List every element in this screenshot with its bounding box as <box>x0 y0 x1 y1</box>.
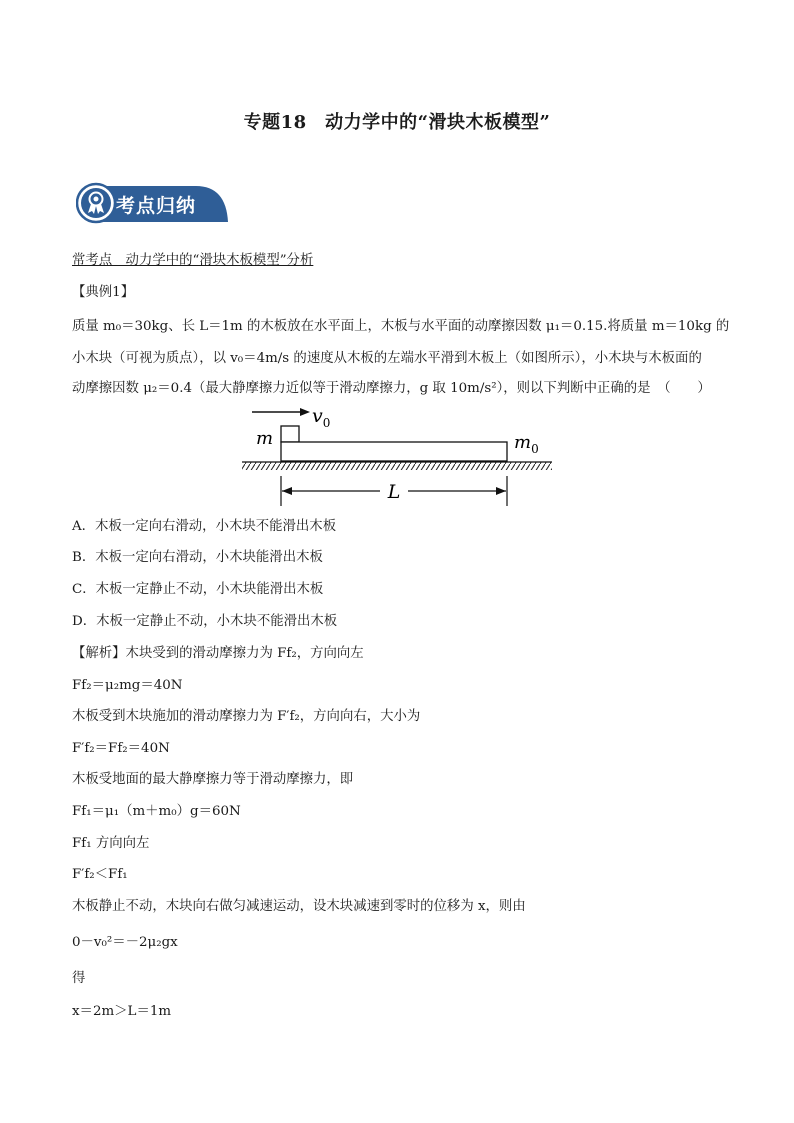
velocity-arrow-icon <box>252 408 310 416</box>
example-label: 【典例1】 <box>72 285 135 300</box>
solution-line-8: F′f₂＜Ff₁ <box>72 867 128 882</box>
ground-hatching <box>242 462 552 470</box>
block-board-diagram <box>240 400 560 508</box>
length-label: L <box>387 481 401 503</box>
solution-line-1: 【解析】木块受到的滑动摩擦力为 Ff₂，方向向左 <box>72 646 364 661</box>
problem-line-3: 动摩擦因数 μ₂＝0.4（最大静摩擦力近似等于滑动摩擦力，g 取 10m/s²），则以下判断中正确的是 （ ） <box>72 381 711 396</box>
wooden-board <box>281 442 507 461</box>
block-mass-label: m <box>256 428 274 449</box>
small-block <box>281 426 299 442</box>
solution-line-12: x＝2m＞L＝1m <box>72 1004 172 1019</box>
option-c: C．木板一定静止不动，小木块能滑出木板 <box>72 582 324 597</box>
problem-line-1: 质量 m₀＝30kg、长 L＝1m 的木板放在水平面上，木板与水平面的动摩擦因数 μ₁＝0.15.将质量 m＝10kg 的 <box>72 319 730 334</box>
velocity-label: $v_0$ <box>312 405 331 430</box>
solution-line-2: Ff₂＝μ₂mg＝40N <box>72 678 183 693</box>
solution-line-5: 木板受地面的最大静摩擦力等于滑动摩擦力，即 <box>72 772 354 787</box>
solution-line-7: Ff₁ 方向向左 <box>72 836 150 851</box>
solution-line-3: 木板受到木块施加的滑动摩擦力为 F′f₂，方向向右，大小为 <box>72 709 421 724</box>
solution-line-10: 0－v₀²＝－2μ₂gx <box>72 935 178 950</box>
solution-line-11: 得 <box>72 971 86 986</box>
problem-line-2: 小木块（可视为质点），以 v₀＝4m/s 的速度从木板的左端水平滑到木板上（如图所示），小木块与木板面的 <box>72 351 702 366</box>
page-title: 专题18 动力学中的“滑块木板模型” <box>243 112 551 133</box>
option-a: A．木板一定向右滑动，小木块不能滑出木板 <box>72 519 337 534</box>
solution-line-9: 木板静止不动，木块向右做匀减速运动，设木块减速到零时的位移为 x，则由 <box>72 899 526 914</box>
section-heading: 常考点 动力学中的“滑块木板模型”分析 <box>72 253 314 268</box>
board-mass-label: $m_0$ <box>514 432 539 456</box>
banner-label: 考点归纳 <box>116 195 197 217</box>
solution-line-4: F′f₂＝Ff₂＝40N <box>72 741 170 756</box>
solution-line-6: Ff₁＝μ₁（m＋m₀）g＝60N <box>72 804 241 819</box>
option-b: B．木板一定向右滑动，小木块能滑出木板 <box>72 550 323 565</box>
option-d: D．木板一定静止不动，小木块不能滑出木板 <box>72 614 338 629</box>
